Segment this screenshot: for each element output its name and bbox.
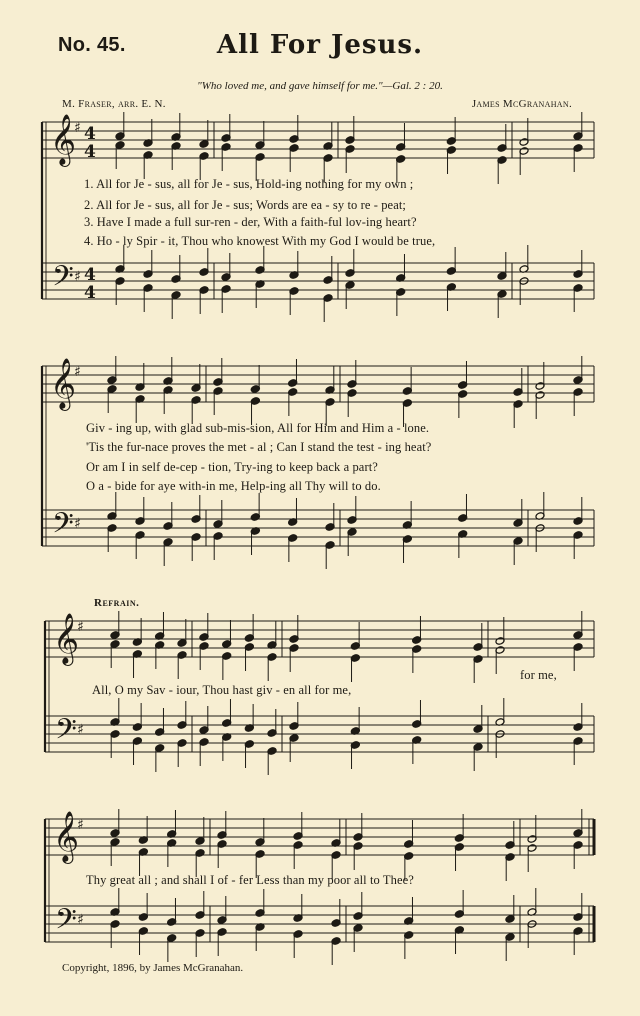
verse-4-line-2: O a - bide for aye with-in me, Help-ing all Thy will to do. [86, 479, 381, 493]
treble-clef-icon: 𝄞 [50, 114, 77, 165]
hymn-title: All For Jesus. [216, 30, 424, 60]
verse-3-line-2: Or am I in self de-cep - tion, Try-ing to keep back a part? [86, 460, 378, 474]
bass-clef-icon: 𝄢 [55, 903, 77, 943]
refrain-line-1-tail: for me, [520, 668, 557, 682]
bass-clef-icon: 𝄢 [55, 713, 77, 753]
key-sharp-icon: ♯ [74, 516, 81, 532]
time-sig-top: 4 [84, 124, 96, 144]
music-credit: James McGranahan. [471, 98, 572, 110]
verse-4-line-1: 4. Ho - ly Spir - it, Thou who knowest With my God I would be true, [84, 234, 436, 248]
refrain-line-1: All, O my Sav - iour, Thou hast giv - en all for me, [92, 683, 352, 697]
verse-1-line-1: 1. All for Je - sus, all for Je - sus, Hold-ing nothing for my own ; [84, 177, 414, 191]
refrain-label: Refrain. [94, 597, 140, 609]
verse-3-line-1: 3. Have I made a full sur-ren - der, With a faith-ful lov-ing heart? [84, 215, 417, 229]
hymn-number: No. 45. [58, 34, 126, 56]
treble-clef-icon: 𝄞 [53, 613, 80, 664]
time-sig-top: 4 [84, 265, 96, 285]
epigraph: "Who loved me, and gave himself for me."—Gal. 2 : 20. [197, 80, 443, 92]
time-sig-bottom: 4 [84, 283, 96, 303]
verse-2-line-2: 'Tis the fur-nace proves the met - al ; Can I stand the test - ing heat? [86, 440, 432, 454]
treble-clef-icon: 𝄞 [50, 358, 77, 409]
key-sharp-icon: ♯ [77, 722, 84, 738]
refrain-line-2: Thy great all ; and shall I of - fer Less than my poor all to Thee? [86, 873, 414, 887]
key-sharp-icon: ♯ [77, 619, 84, 635]
copyright: Copyright, 1896, by James McGranahan. [62, 962, 244, 974]
words-credit: M. Fraser, arr. E. N. [62, 98, 166, 110]
treble-clef-icon: 𝄞 [53, 811, 80, 862]
key-sharp-icon: ♯ [74, 364, 81, 380]
key-sharp-icon: ♯ [77, 817, 84, 833]
key-sharp-icon: ♯ [74, 269, 81, 285]
key-sharp-icon: ♯ [74, 120, 81, 136]
bass-clef-icon: 𝄢 [52, 507, 74, 547]
time-sig-bottom: 4 [84, 142, 96, 162]
verse-1-line-2: Giv - ing up, with glad sub-mis-sion, All for Him and Him a - lone. [86, 421, 430, 435]
verse-2-line-1: 2. All for Je - sus, all for Je - sus; Words are ea - sy to re - peat; [84, 198, 407, 212]
bass-clef-icon: 𝄢 [52, 260, 74, 300]
key-sharp-icon: ♯ [77, 912, 84, 928]
